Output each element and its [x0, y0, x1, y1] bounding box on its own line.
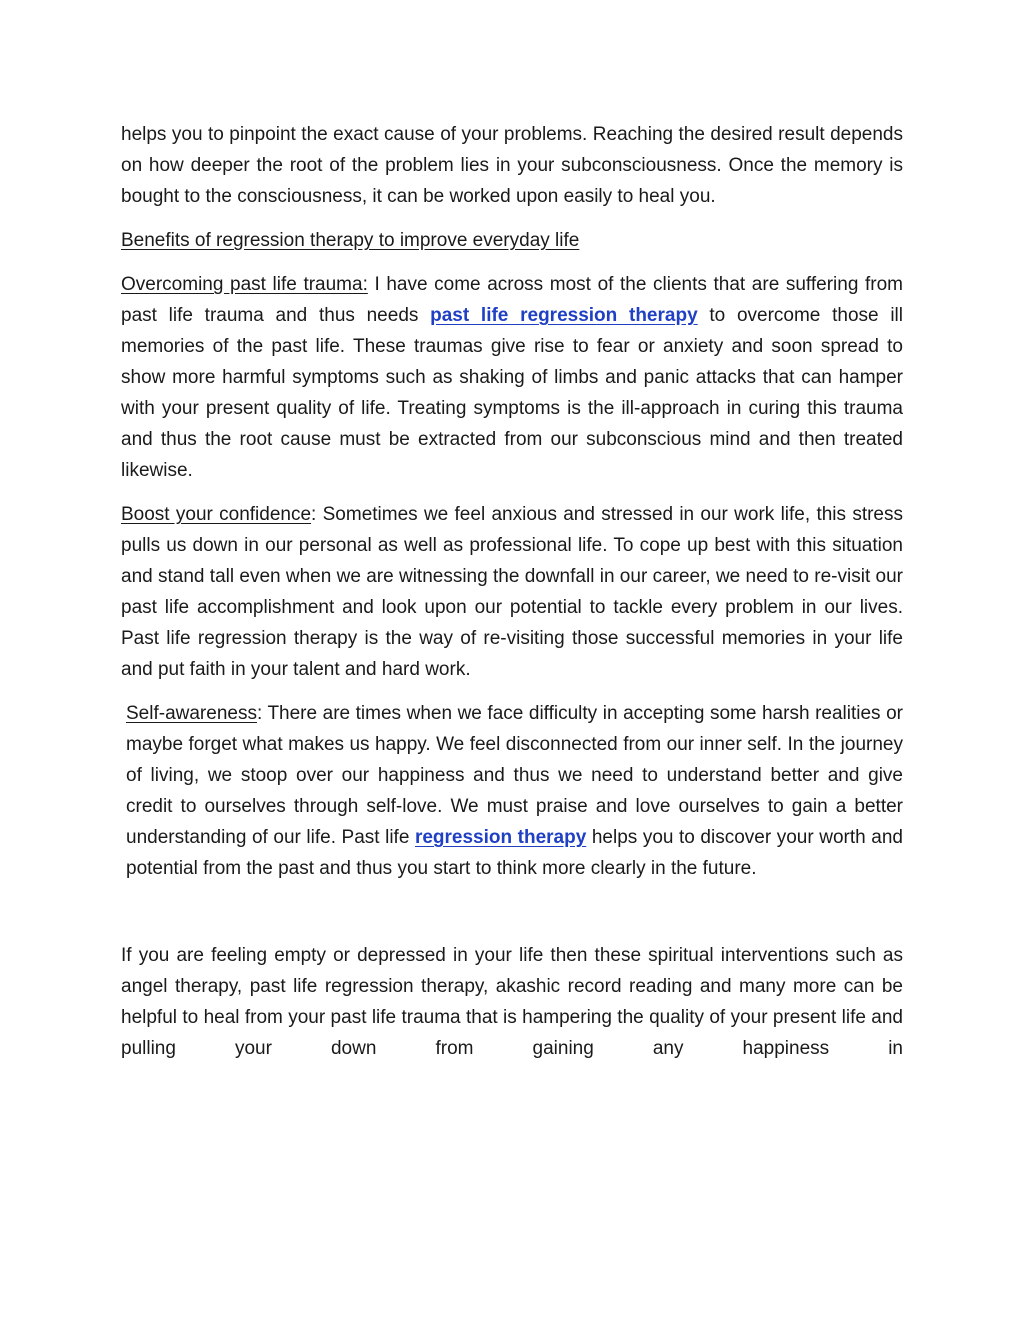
document-page [121, 119, 903, 1077]
awareness-text-before-link: : There are times when we face difficulty in accepting some harsh realities or maybe forget what makes us happy. We feel disconnected from our inner self. In the journey of living, we stoop over our happiness and thus we need to understand better and give credit to ourselves through self-love. We must praise and love ourselves to gain a better understanding of our life. Past life [126, 703, 903, 848]
regression-therapy-link[interactable]: regression therapy [414, 827, 587, 848]
confidence-text: : Sometimes we feel anxious and stressed in our work life, this stress pulls us down in our personal as well as professional life. To cope up best with this situation and stand tall even when we are witnessing the downfall in our career, we need to re-visit our past life accomplishment and look upon our potential to tackle every problem in our lives. Past life regression therapy is the way of re-visiting those successful memories in your life and put faith in your talent and hard work. [121, 504, 903, 680]
awareness-text-after-link: helps you to discover your worth and potential from the past and thus you start to think more clearly in the future. [126, 827, 903, 879]
awareness-title: Self-awareness [126, 703, 257, 724]
intro-paragraph: helps you to pinpoint the exact cause of your problems. Reaching the desired result depends on how deeper the root of the problem lies in your subconsciousness. Once the memory is bought to the consciousness, it can be worked upon easily to heal you. [121, 124, 903, 207]
trauma-text-after-link: to overcome those ill memories of the past life. These traumas give rise to fear or anxiety and soon spread to show more harmful symptoms such as shaking of limbs and panic attacks that can hamper with your present quality of life. Treating symptoms is the ill-approach in curing this trauma and thus the root cause must be extracted from our subconscious mind and then treated likewise. [121, 305, 903, 481]
paragraph-spacer [121, 897, 903, 940]
confidence-paragraph [121, 499, 903, 685]
trauma-text-before-link: I have come across most of the clients that are suffering from past life trauma and thus needs [121, 274, 904, 326]
benefits-heading [121, 225, 903, 256]
benefits-heading-text: Benefits of regression therapy to improve everyday life [121, 230, 580, 251]
awareness-paragraph [121, 698, 903, 884]
trauma-paragraph [121, 269, 903, 486]
confidence-title: Boost your confidence [121, 504, 312, 525]
trauma-title: Overcoming past life trauma: [121, 274, 368, 295]
past-life-regression-therapy-link[interactable]: past life regression therapy [430, 305, 698, 326]
closing-paragraph: If you are feeling empty or depressed in your life then these spiritual interventions such as angel therapy, past life regression therapy, akashic record reading and many more can be helpful to heal from your past life trauma that is hampering the quality of your present life and pulling your down from gaining any happiness in [121, 945, 903, 1059]
